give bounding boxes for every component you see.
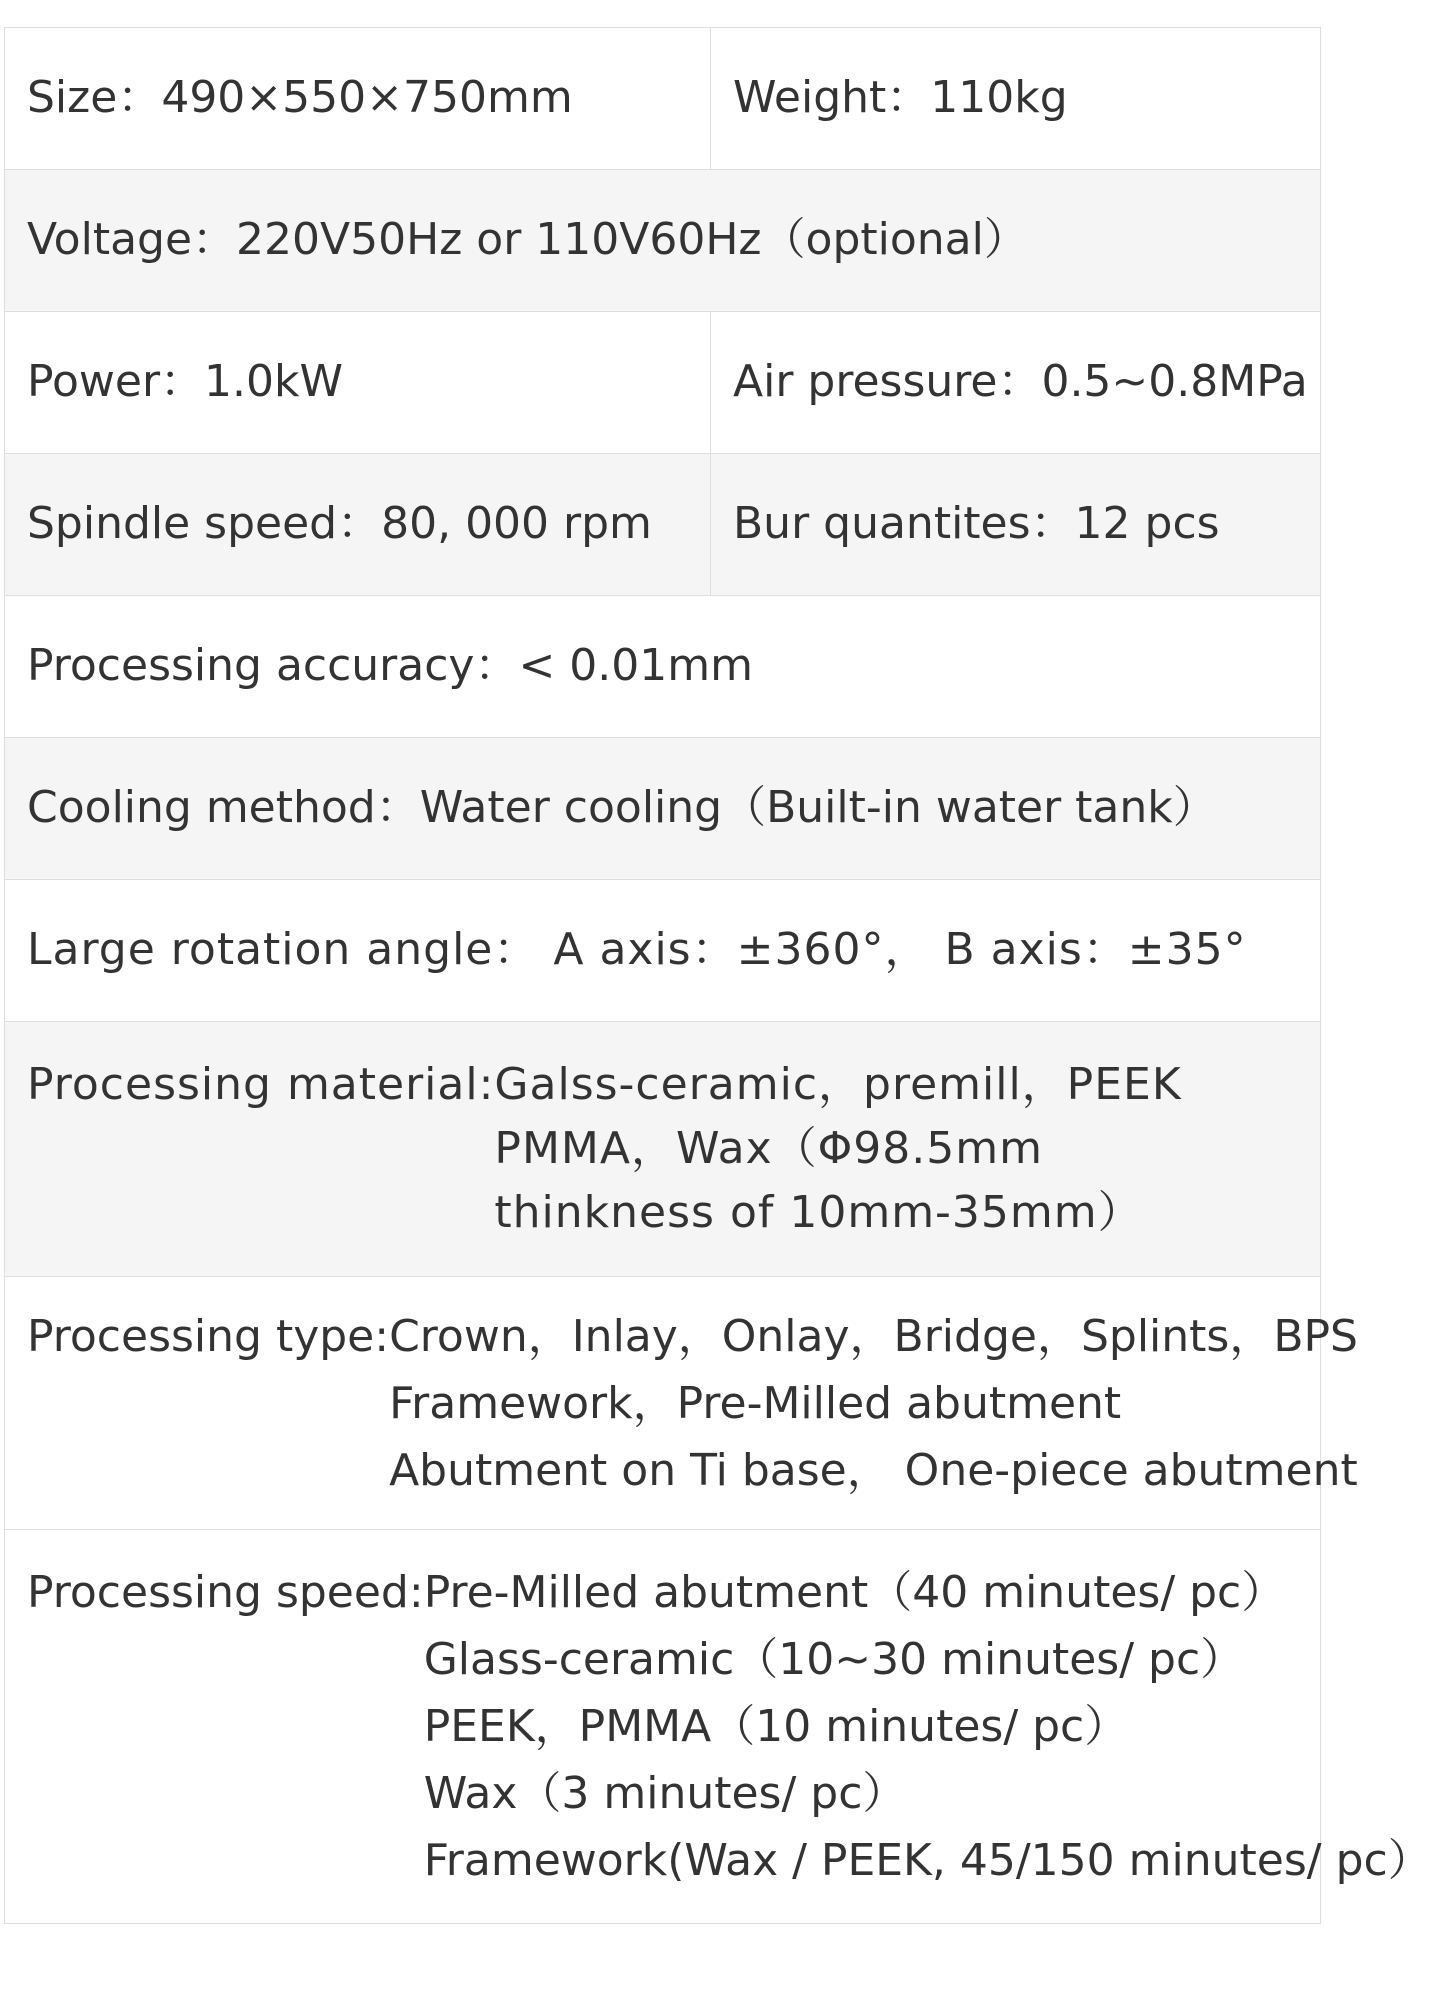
material-values bbox=[494, 1053, 1181, 1245]
type-line-3: Abutment on Ti base， One-piece abutment bbox=[389, 1444, 1358, 1496]
spec-processing-type bbox=[5, 1277, 1358, 1530]
type-block bbox=[27, 1303, 1358, 1504]
spec-row-material bbox=[5, 1022, 1321, 1277]
speed-block bbox=[27, 1559, 1432, 1894]
spec-row-cooling bbox=[5, 738, 1321, 880]
material-block bbox=[27, 1053, 1320, 1245]
type-values bbox=[389, 1303, 1358, 1504]
spec-processing-accuracy: Processing accuracy：< 0.01mm bbox=[5, 596, 1321, 738]
spec-processing-material bbox=[5, 1022, 1321, 1277]
spec-table bbox=[4, 27, 1432, 1924]
spec-row-accuracy bbox=[5, 596, 1321, 738]
spec-size: Size：490×550×750mm bbox=[5, 28, 711, 170]
material-line-3: thinkness of 10mm-35mm） bbox=[494, 1187, 1143, 1238]
material-line-2: PMMA，Wax（Φ98.5mm bbox=[494, 1123, 1043, 1174]
spec-processing-speed bbox=[5, 1530, 1432, 1924]
spec-row-rotation bbox=[5, 880, 1321, 1022]
spec-row-speed bbox=[5, 1530, 1321, 1924]
type-line-2: Framework，Pre-Milled abutment bbox=[389, 1377, 1122, 1429]
spec-weight: Weight：110kg bbox=[711, 28, 1321, 170]
speed-line-5: Framework(Wax / PEEK, 45/150 minutes/ pc） bbox=[423, 1835, 1432, 1886]
speed-line-4: Wax（3 minutes/ pc） bbox=[423, 1768, 907, 1819]
material-label: Processing material: bbox=[27, 1059, 495, 1110]
type-line-1: Crown，Inlay，Onlay，Bridge，Splints，BPS bbox=[389, 1310, 1358, 1362]
type-label: Processing type: bbox=[27, 1310, 390, 1362]
spec-bur-quantities: Bur quantites：12 pcs bbox=[711, 454, 1321, 596]
speed-label: Processing speed: bbox=[27, 1567, 424, 1618]
speed-line-3: PEEK，PMMA（10 minutes/ pc） bbox=[423, 1701, 1129, 1752]
spec-row-size-weight bbox=[5, 28, 1321, 170]
spec-cooling-method: Cooling method：Water cooling（Built-in water tank） bbox=[5, 738, 1321, 880]
speed-values bbox=[424, 1559, 1432, 1894]
material-line-1: Galss-ceramic，premill，PEEK bbox=[494, 1059, 1182, 1110]
spec-row-spindle-bur bbox=[5, 454, 1321, 596]
spec-rotation-angle: Large rotation angle： A axis：±360°， B axis：±35° bbox=[5, 880, 1321, 1022]
spec-spindle-speed: Spindle speed：80, 000 rpm bbox=[5, 454, 711, 596]
spec-row-power-air bbox=[5, 312, 1321, 454]
spec-row-voltage bbox=[5, 170, 1321, 312]
speed-line-1: Pre-Milled abutment（40 minutes/ pc） bbox=[423, 1567, 1286, 1618]
spec-voltage: Voltage：220V50Hz or 110V60Hz（optional） bbox=[5, 170, 1321, 312]
spec-power: Power：1.0kW bbox=[5, 312, 711, 454]
spec-air-pressure: Air pressure：0.5~0.8MPa bbox=[711, 312, 1321, 454]
spec-row-type bbox=[5, 1277, 1321, 1530]
speed-line-2: Glass-ceramic（10~30 minutes/ pc） bbox=[423, 1634, 1245, 1685]
